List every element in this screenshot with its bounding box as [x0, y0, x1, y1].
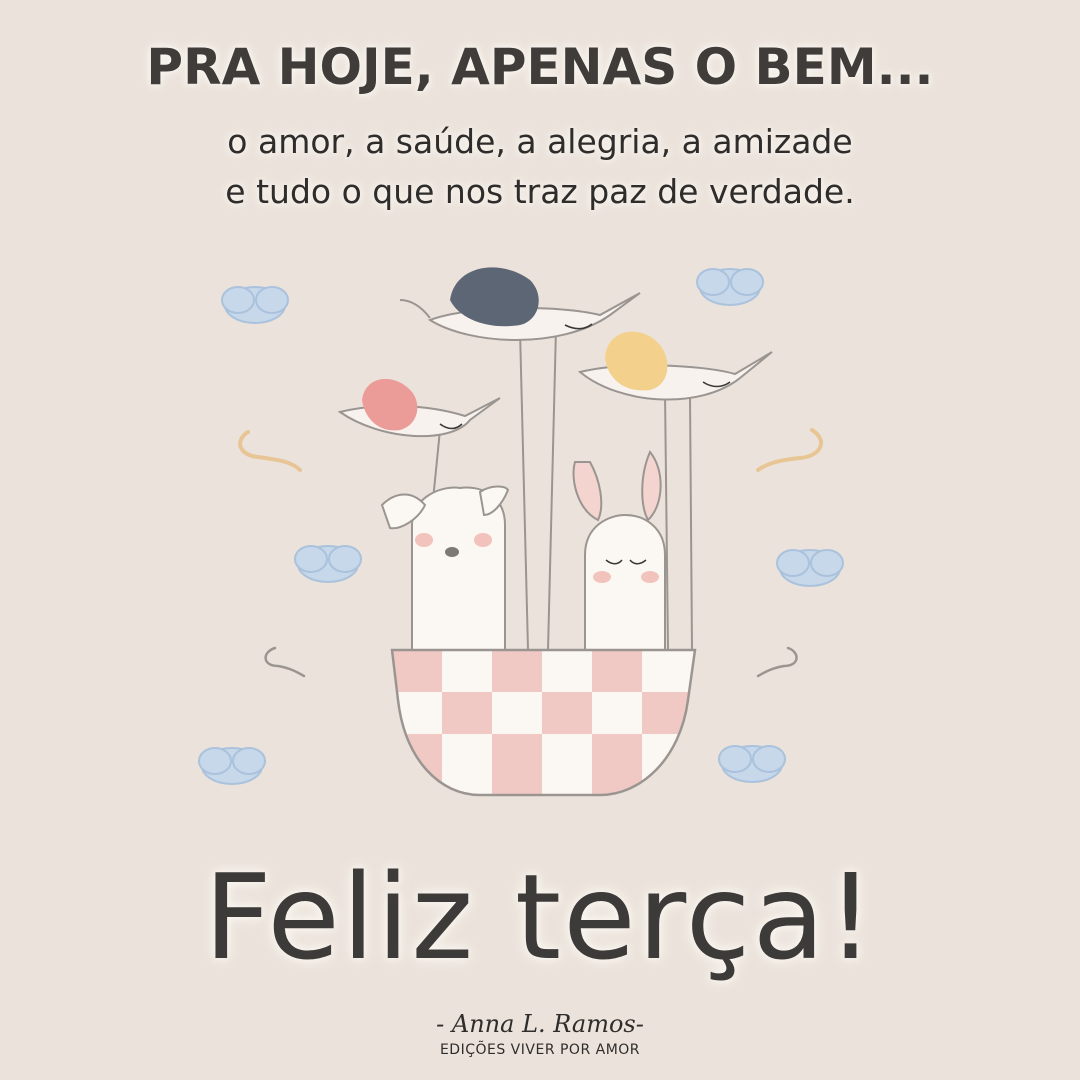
rabbit	[574, 452, 665, 650]
dog	[382, 486, 508, 650]
bird-navy	[400, 267, 640, 340]
subtitle-line-2: e tudo o que nos traz paz de verdade.	[225, 172, 855, 211]
cloud-icon	[295, 546, 361, 582]
cloud-icon	[777, 550, 843, 586]
headline: PRA HOJE, APENAS O BEM...	[146, 38, 934, 96]
basket	[380, 640, 710, 800]
subtitle-line-1: o amor, a saúde, a alegria, a amizade	[227, 122, 853, 161]
swirl-icon	[266, 648, 304, 676]
swirl-icon	[758, 648, 797, 676]
cloud-icon	[697, 269, 763, 305]
bird-yellow	[580, 332, 772, 400]
cloud-icon	[719, 746, 785, 782]
greeting: Feliz terça!	[203, 848, 877, 986]
cloud-icon	[199, 748, 265, 784]
bird-pink	[340, 379, 500, 436]
cloud-icon	[222, 287, 288, 323]
swirl-icon	[758, 430, 821, 470]
author-signature: - Anna L. Ramos-	[436, 1010, 644, 1038]
publisher-credit: EDIÇÕES VIVER POR AMOR	[439, 1042, 641, 1058]
swirl-icon	[240, 432, 300, 470]
